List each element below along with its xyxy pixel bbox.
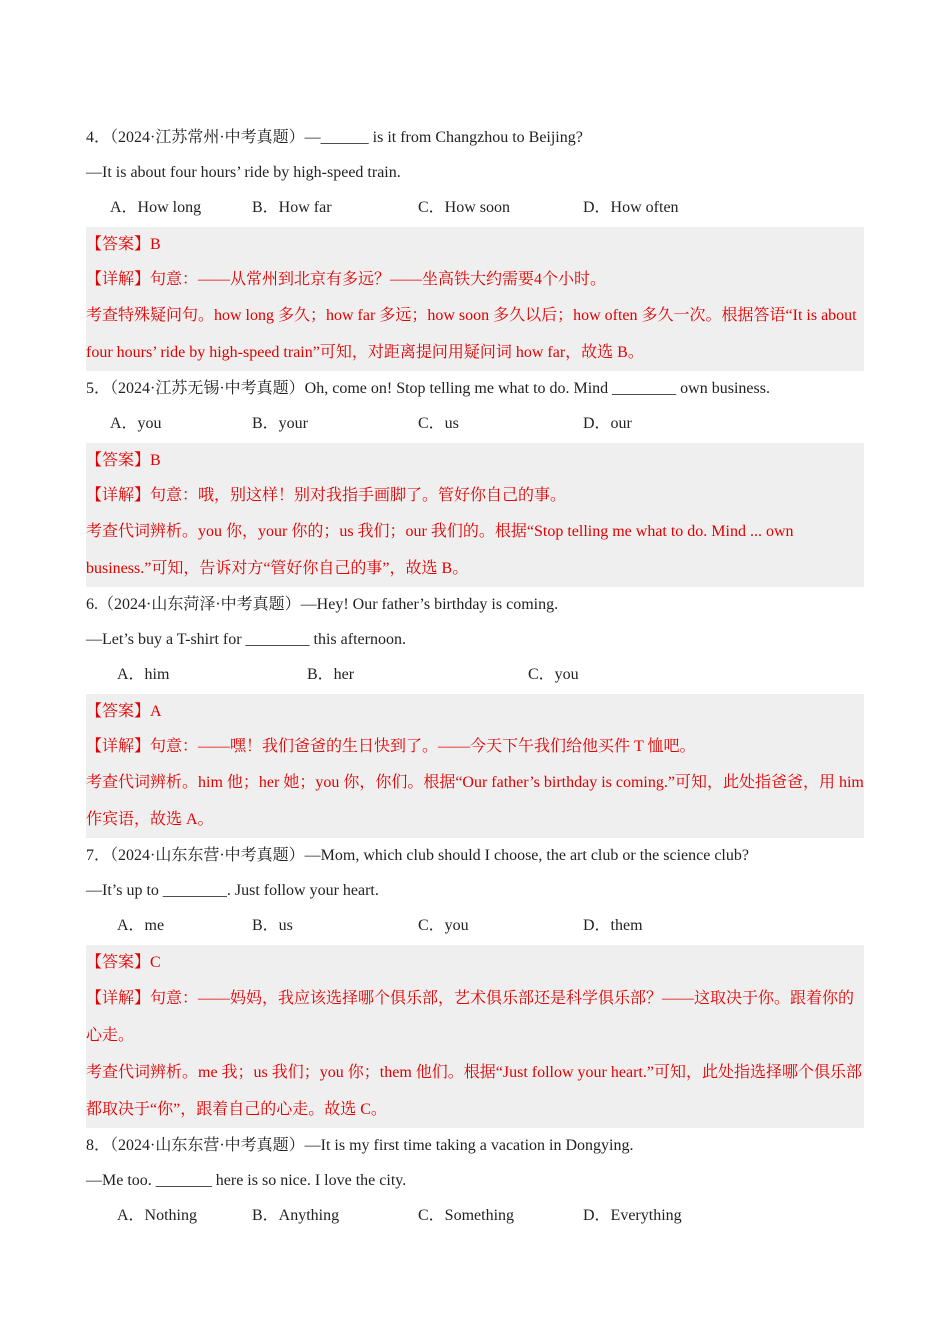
- option-b: B．her: [307, 666, 355, 683]
- question-stem: 4．（2024·江苏常州·中考真题）—______ is it from Changzhou to Beijing?: [86, 129, 583, 146]
- answer-analysis: 考查代词辨析。me 我；us 我们；you 你；them 他们。根据“Just follow your heart.”可知，此处指选择哪个俱乐部都取决于“你”，跟着自己的心走。故选 C。: [86, 1064, 862, 1118]
- question-dialogue: —It’s up to ________. Just follow your heart.: [86, 882, 379, 899]
- answer-box: [86, 443, 864, 587]
- question-7: [86, 838, 864, 1128]
- question-8: [86, 1128, 864, 1233]
- option-d: D．our: [583, 415, 632, 432]
- answer-label: 【答案】B: [86, 452, 161, 469]
- answer-analysis: 考查特殊疑问句。how long 多久；how far 多远；how soon 多久以后；how often 多久一次。根据答语“It is about four hours’ ride by high-speed train”可知，对距离提问用疑问词 how far，故选 B。: [86, 307, 857, 361]
- question-6: [86, 587, 864, 838]
- options-row: [86, 908, 864, 943]
- answer-analysis: 考查代词辨析。him 他；her 她；you 你，你们。根据“Our father’s birthday is coming.”可知，此处指爸爸，用 him 作宾语，故选 A。: [86, 774, 864, 828]
- question-dialogue: —Me too. _______ here is so nice. I love the city.: [86, 1172, 407, 1189]
- answer-label: 【答案】A: [86, 703, 162, 720]
- answer-detail: 【详解】句意：——妈妈，我应该选择哪个俱乐部，艺术俱乐部还是科学俱乐部？——这取决于你。跟着你的心走。: [86, 990, 855, 1044]
- question-stem: 6.（2024·山东菏泽·中考真题）—Hey! Our father’s birthday is coming.: [86, 596, 559, 613]
- answer-label: 【答案】B: [86, 236, 161, 253]
- options-row: [86, 190, 864, 225]
- option-c: C．Something: [418, 1207, 515, 1224]
- option-c: C．How soon: [418, 199, 511, 216]
- options-row: [86, 406, 864, 441]
- options-row: [86, 1198, 864, 1233]
- option-d: D．How often: [583, 199, 679, 216]
- option-d: D．them: [583, 917, 643, 934]
- option-c: C．us: [418, 415, 459, 432]
- option-a: A．How long: [110, 199, 202, 216]
- option-a: A．Nothing: [117, 1207, 198, 1224]
- answer-box: [86, 694, 864, 838]
- option-a: A．you: [110, 415, 162, 432]
- option-b: B．How far: [252, 199, 332, 216]
- option-a: A．him: [117, 666, 170, 683]
- option-c: C．you: [418, 917, 469, 934]
- options-row: [86, 657, 864, 692]
- question-stem: 8．（2024·山东东营·中考真题）—It is my first time taking a vacation in Dongying.: [86, 1137, 634, 1154]
- question-4: [86, 120, 864, 371]
- answer-detail: 【详解】句意：——从常州到北京有多远？——坐高铁大约需要4个小时。: [86, 271, 607, 288]
- question-stem: 5．（2024·江苏无锡·中考真题）Oh, come on! Stop telling me what to do. Mind ________ own business.: [86, 380, 770, 397]
- document-page: [86, 120, 864, 1233]
- option-c: C．you: [528, 666, 579, 683]
- question-dialogue: —It is about four hours’ ride by high-speed train.: [86, 164, 401, 181]
- question-dialogue: —Let’s buy a T-shirt for ________ this afternoon.: [86, 631, 406, 648]
- answer-detail: 【详解】句意：——嘿！我们爸爸的生日快到了。——今天下午我们给他买件 T 恤吧。: [86, 738, 696, 755]
- option-a: A．me: [117, 917, 165, 934]
- question-stem: 7．（2024·山东东营·中考真题）—Mom, which club should I choose, the art club or the science club?: [86, 847, 749, 864]
- answer-detail: 【详解】句意：哦，别这样！别对我指手画脚了。管好你自己的事。: [86, 487, 567, 504]
- answer-label: 【答案】C: [86, 954, 161, 971]
- option-b: B．your: [252, 415, 309, 432]
- answer-box: [86, 227, 864, 371]
- question-5: [86, 371, 864, 587]
- answer-analysis: 考查代词辨析。you 你，your 你的；us 我们；our 我们的。根据“Stop telling me what to do. Mind ... own business.”可知，告诉对方“管好你自己的事”，故选 B。: [86, 523, 794, 577]
- option-b: B．Anything: [252, 1207, 340, 1224]
- option-b: B．us: [252, 917, 293, 934]
- option-d: D．Everything: [583, 1207, 682, 1224]
- answer-box: [86, 945, 864, 1128]
